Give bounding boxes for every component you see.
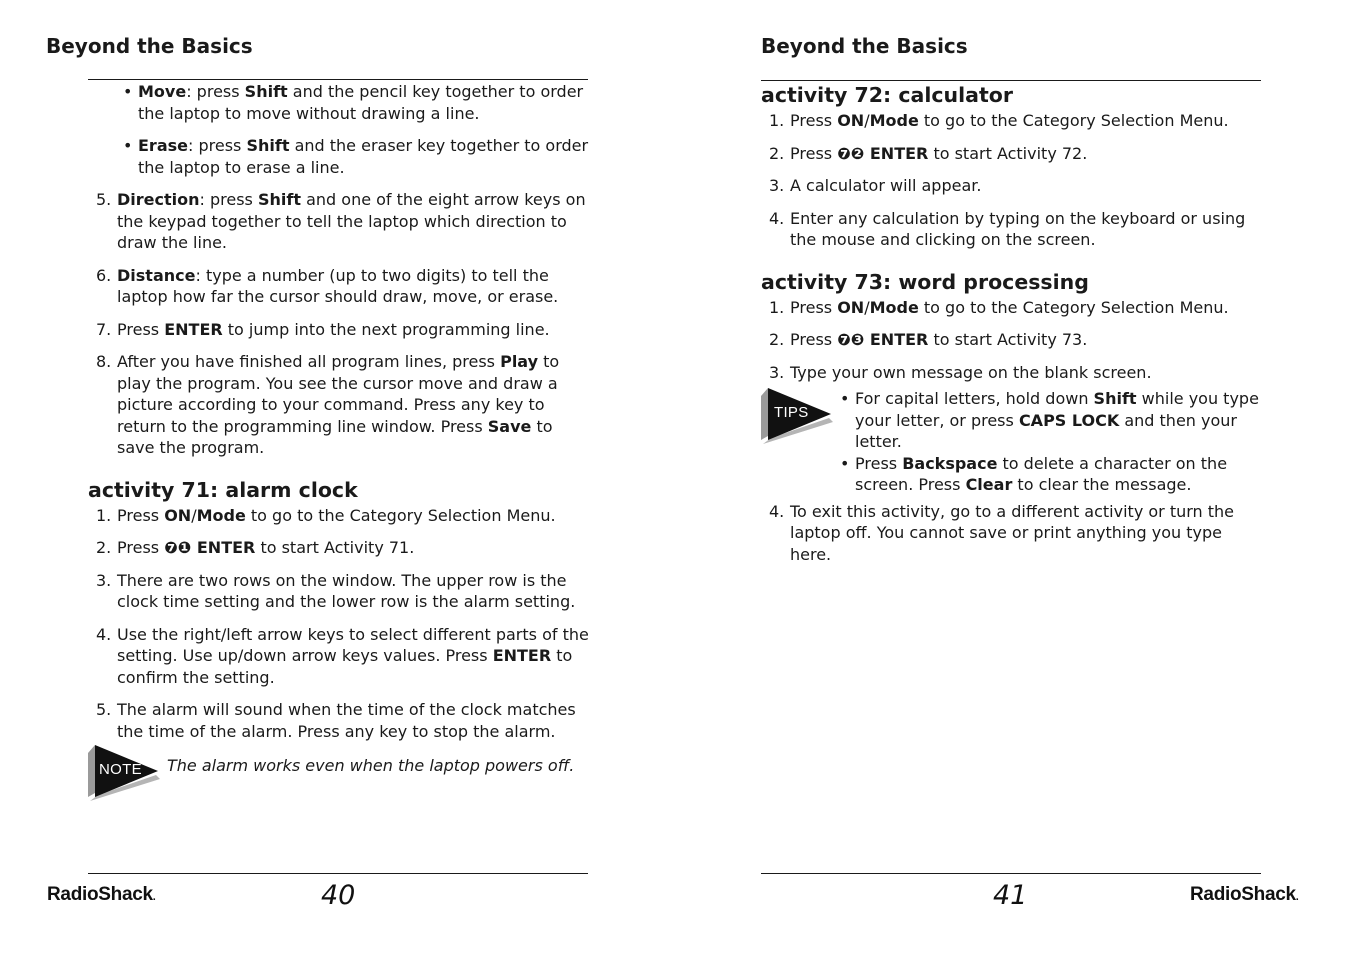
list-item: • For capital letters, hold down Shift while you type your letter, or press CAPS LOCK and then your letter. <box>840 389 1259 451</box>
page-number: 41 <box>993 880 1028 911</box>
list-item: • Move: press Shift and the pencil key together to order the laptop to move without drawing a line. <box>123 82 584 123</box>
footer-rule <box>88 873 588 874</box>
activity-72-heading: activity 72: calculator <box>761 83 1013 107</box>
list-item: 3. There are two rows on the window. The upper row is the clock time setting and the lower row is the alarm setting. <box>96 570 576 611</box>
right-page <box>675 0 1351 954</box>
list-item: 1. Press ON/Mode to go to the Category Selection Menu. <box>769 111 1229 130</box>
list-item: 4. Enter any calculation by typing on the keyboard or using the mouse and clicking on the screen. <box>769 208 1246 249</box>
list-item: • Press Backspace to delete a character on the screen. Press Clear to clear the message. <box>840 453 1228 494</box>
right-content <box>761 82 1263 565</box>
list-item: 5. The alarm will sound when the time of the clock matches the time of the alarm. Press any key to stop the alarm. <box>96 700 576 741</box>
activity-71-steps <box>88 505 593 743</box>
list-item: 5. Direction: press Shift and one of the eight arrow keys on the keypad together to tell the laptop which direction to draw the line. <box>96 190 586 252</box>
list-item: 4. Use the right/left arrow keys to select different parts of the setting. Use up/down arrow keys values. Press ENTER to confirm the setting. <box>96 624 589 687</box>
program-steps-list <box>88 189 593 459</box>
list-item: 2. Press ❼❸ ENTER to start Activity 73. <box>769 330 1088 349</box>
note-callout <box>88 745 593 807</box>
activity-72-steps <box>761 110 1263 251</box>
list-item: 2. Press ❼❶ ENTER to start Activity 71. <box>96 538 415 557</box>
brand-logo: RadioShack. <box>1190 884 1299 905</box>
list-item: 7. Press ENTER to jump into the next programming line. <box>96 319 550 339</box>
list-item: 8. After you have finished all program lines, press Play to play the program. You see the cursor move and draw a picture according to your command. Press any key to return to the programming line window. Press Save to save the program. <box>96 352 560 457</box>
header-rule <box>88 79 588 80</box>
note-text: The alarm works even when the laptop powers off. <box>167 756 575 775</box>
sub-bullet-list <box>88 81 593 178</box>
brand-logo: RadioShack. <box>47 884 156 905</box>
tips-callout <box>761 388 1263 496</box>
section-header: Beyond the Basics <box>761 34 968 58</box>
list-item: 3. Type your own message on the blank screen. <box>769 362 1152 382</box>
left-page <box>0 0 675 954</box>
tips-tag: TIPS <box>774 404 809 421</box>
page-number: 40 <box>321 880 356 911</box>
activity-73-steps <box>761 297 1263 384</box>
list-item: 6. Distance: type a number (up to two digits) to tell the laptop how far the cursor should draw, move, or erase. <box>96 265 559 306</box>
list-item: 2. Press ❼❷ ENTER to start Activity 72. <box>769 143 1088 163</box>
footer-rule <box>761 873 1261 874</box>
activity-71-heading: activity 71: alarm clock <box>88 477 358 502</box>
section-header: Beyond the Basics <box>46 34 253 58</box>
list-item: 1. Press ON/Mode to go to the Category Selection Menu. <box>769 297 1229 317</box>
list-item: 1. Press ON/Mode to go to the Category Selection Menu. <box>96 505 556 525</box>
header-rule <box>761 80 1261 81</box>
tips-list <box>761 388 1263 496</box>
activity-73-final-step <box>761 501 1263 566</box>
left-content <box>88 81 593 807</box>
activity-73-heading: activity 73: word processing <box>761 269 1089 294</box>
list-item: 4. To exit this activity, go to a different activity or turn the laptop off. You cannot save or print anything you type here. <box>769 501 1235 564</box>
note-tag: NOTE <box>99 761 142 778</box>
list-item: • Erase: press Shift and the eraser key together to order the laptop to erase a line. <box>123 136 589 177</box>
list-item: 3. A calculator will appear. <box>769 176 982 195</box>
